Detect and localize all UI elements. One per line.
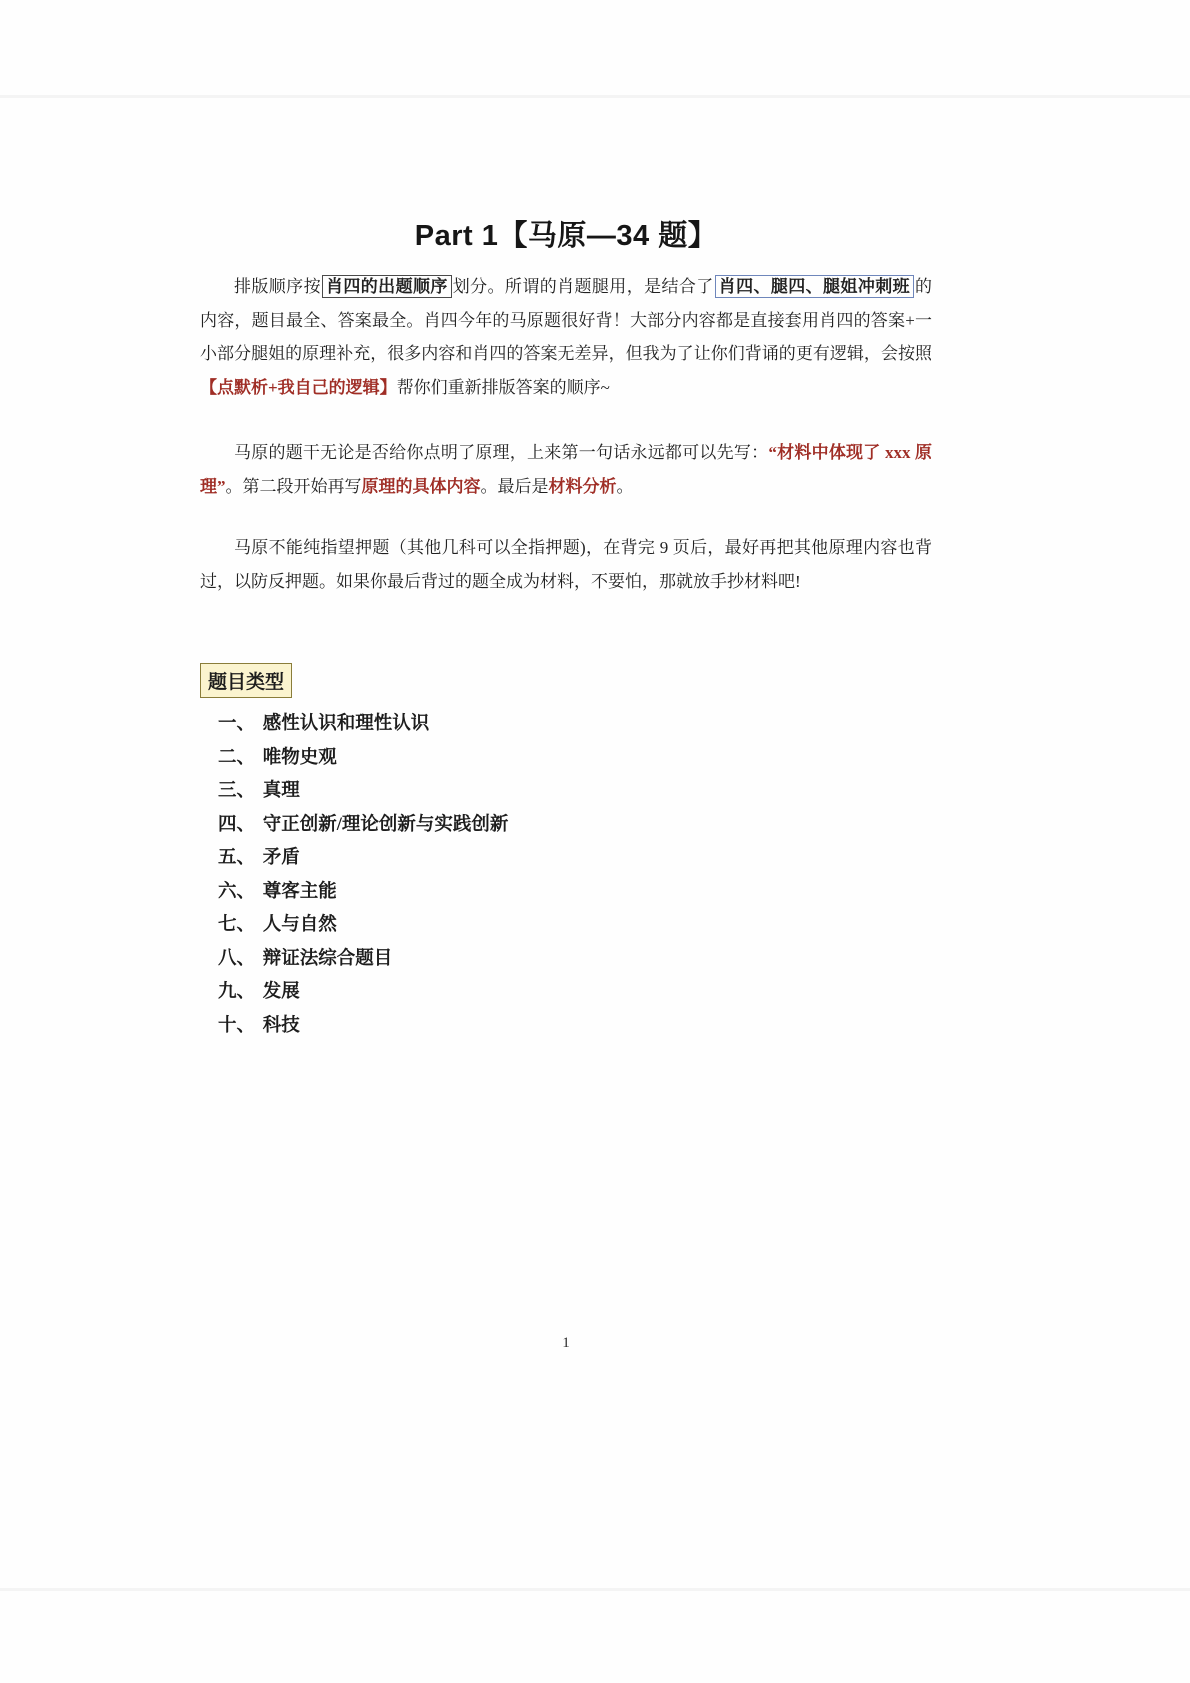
list-item-label: 感性认识和理性认识 — [262, 714, 430, 734]
list-item-number: 四、 — [218, 814, 256, 835]
paragraph-intro — [200, 270, 932, 404]
list-item-number: 一、 — [218, 714, 256, 734]
list-item — [218, 742, 932, 776]
highlighted-red-text: “材料中体现了 xxx 原理” — [200, 443, 933, 496]
list-item-label: 矛盾 — [262, 848, 300, 868]
list-item-label: 守正创新/理论创新与实践创新 — [262, 814, 509, 835]
paragraph-answer-method — [200, 436, 932, 503]
boxed-term-xiao4-order: 肖四的出题顺序 — [322, 275, 452, 298]
list-item — [218, 1010, 932, 1044]
list-item — [218, 976, 932, 1010]
page-number: 1 — [562, 1335, 570, 1351]
page-title: Part 1【马原—34 题】 — [414, 220, 718, 253]
paragraph-text: 排版顺序按 — [234, 277, 321, 296]
list-item-label: 辩证法综合题目 — [262, 948, 393, 969]
list-item-number: 八、 — [218, 948, 256, 969]
list-item-number: 九、 — [218, 982, 256, 1002]
paragraph-advice: 马原不能纯指望押题（其他几科可以全指押题)，在背完 9 页后，最好再把其他原理内容也背过，以防反押题。如果你最后背过的题全成为材料，不要怕，那就放手抄材料吧! — [200, 538, 932, 591]
list-item — [218, 809, 932, 843]
paragraph-text: 。第二段开始再写 — [225, 476, 362, 496]
list-item-label: 人与自然 — [262, 915, 337, 935]
list-item — [218, 909, 932, 943]
highlighted-red-text: 【点默析+我自己的逻辑】 — [200, 377, 397, 397]
paragraph-text: 马原的题干无论是否给你点明了原理，上来第一句话永远都可以先写： — [234, 443, 769, 462]
list-item — [218, 842, 932, 876]
list-item-number: 二、 — [218, 747, 256, 768]
list-item-number: 五、 — [218, 848, 256, 868]
highlighted-red-text: 材料分析 — [548, 476, 617, 496]
list-item — [218, 943, 932, 977]
page-bottom-edge — [0, 1588, 1190, 1591]
list-item-label: 唯物史观 — [262, 747, 337, 768]
paragraph-text: 。 — [616, 476, 634, 496]
paragraph-text: 划分。所谓的肖题腿用，是结合了 — [452, 277, 714, 296]
list-item-label: 发展 — [262, 982, 300, 1002]
section-heading-question-types: 题目类型 — [200, 663, 292, 698]
list-item-number: 十、 — [218, 1015, 256, 1036]
list-item-label: 真理 — [262, 781, 300, 801]
list-item — [218, 775, 932, 809]
paragraph-text: 。最后是 — [480, 476, 549, 496]
list-item-number: 三、 — [218, 781, 256, 801]
list-item — [218, 708, 932, 742]
list-item-label: 尊客主能 — [262, 881, 337, 902]
list-item-number: 七、 — [218, 915, 256, 935]
highlighted-red-text: 原理的具体内容 — [361, 476, 481, 496]
boxed-term-source-classes: 肖四、腿四、腿姐冲刺班 — [715, 275, 914, 298]
question-type-list — [218, 708, 932, 1043]
list-item-number: 六、 — [218, 881, 256, 902]
paragraph-text: 的内容，题目最全、答案最全。肖四今年的马原题很好背！大部分内容都是直接套用肖四的答案+一小部分腿姐的原理补充，很多内容和肖四的答案无差异，但我为了让你们背诵的更有逻辑，会按照 — [200, 277, 933, 363]
page-top-edge — [0, 95, 1190, 98]
list-item-label: 科技 — [262, 1015, 300, 1036]
list-item — [218, 876, 932, 910]
paragraph-text: 帮你们重新排版答案的顺序~ — [396, 377, 610, 397]
